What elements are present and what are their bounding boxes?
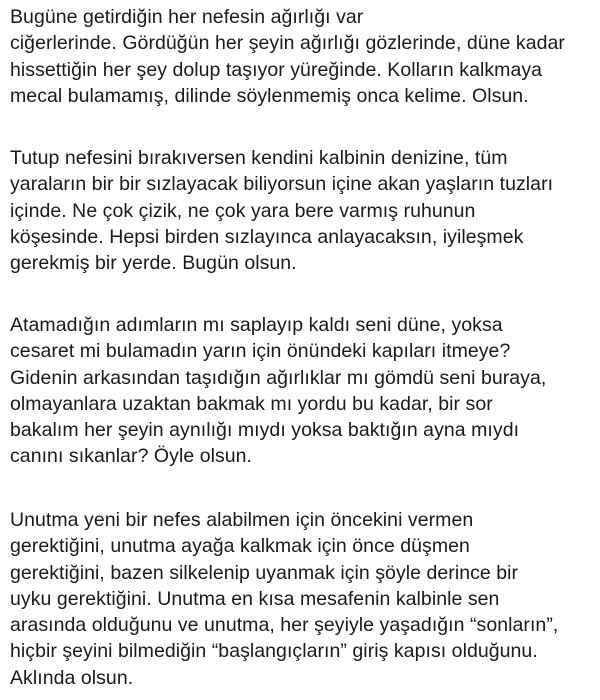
- paragraph-2: Tutup nefesini bırakıversen kendini kalbinin denizine, tüm yaraların bir bir sızlayacak biliyorsun içine akan yaşların tuzları içinde. Ne çok çizik, ne çok yara bere varmış ruhunun köşesinde. Hepsi birden sızlayınca anlayacaksın, iyileşmek gerekmiş bir yerde. Bugün olsun.: [10, 147, 554, 275]
- paragraph-4: Unutma yeni bir nefes alabilmen için öncekini vermen gerektiğini, unutma ayağa kalkmak için önce düşmen gerektiğini, bazen silkelenip uyanmak için şöyle derince bir uyku gerektiğini. Unutma en kısa mesafenin kalbinle sen arasında olduğunu ve unutma, her şeyiyle yaşadığın “sonların”, hiçbir şeyini bilmediğin “başlangıçların” giriş kapısı olduğunu. Aklında olsun.: [10, 509, 559, 689]
- paragraph-3: Atamadığın adımların mı saplayıp kaldı seni düne, yoksa cesaret mi bulamadın yarın için önündeki kapıları itmeye? Gidenin arkasından taşıdığın ağırlıklar mı gömdü seni buraya, olmayanlara uzaktan bakmak mı yordu bu kadar, bir sor bakalım her şeyin aynılığı mıydı yoksa baktığın ayna mıydı canını sıkanlar? Öyle olsun.: [10, 314, 547, 468]
- paragraph-1: Bugüne getirdiğin her nefesin ağırlığı var ciğerlerinde. Gördüğün her şeyin ağırlığı gözlerinde, düne kadar hissettiğin her şey dolup taşıyor yüreğinde. Kolların kalkmaya mecal bulamamış, dilinde söylenmemiş onca kelime. Olsun.: [10, 6, 565, 107]
